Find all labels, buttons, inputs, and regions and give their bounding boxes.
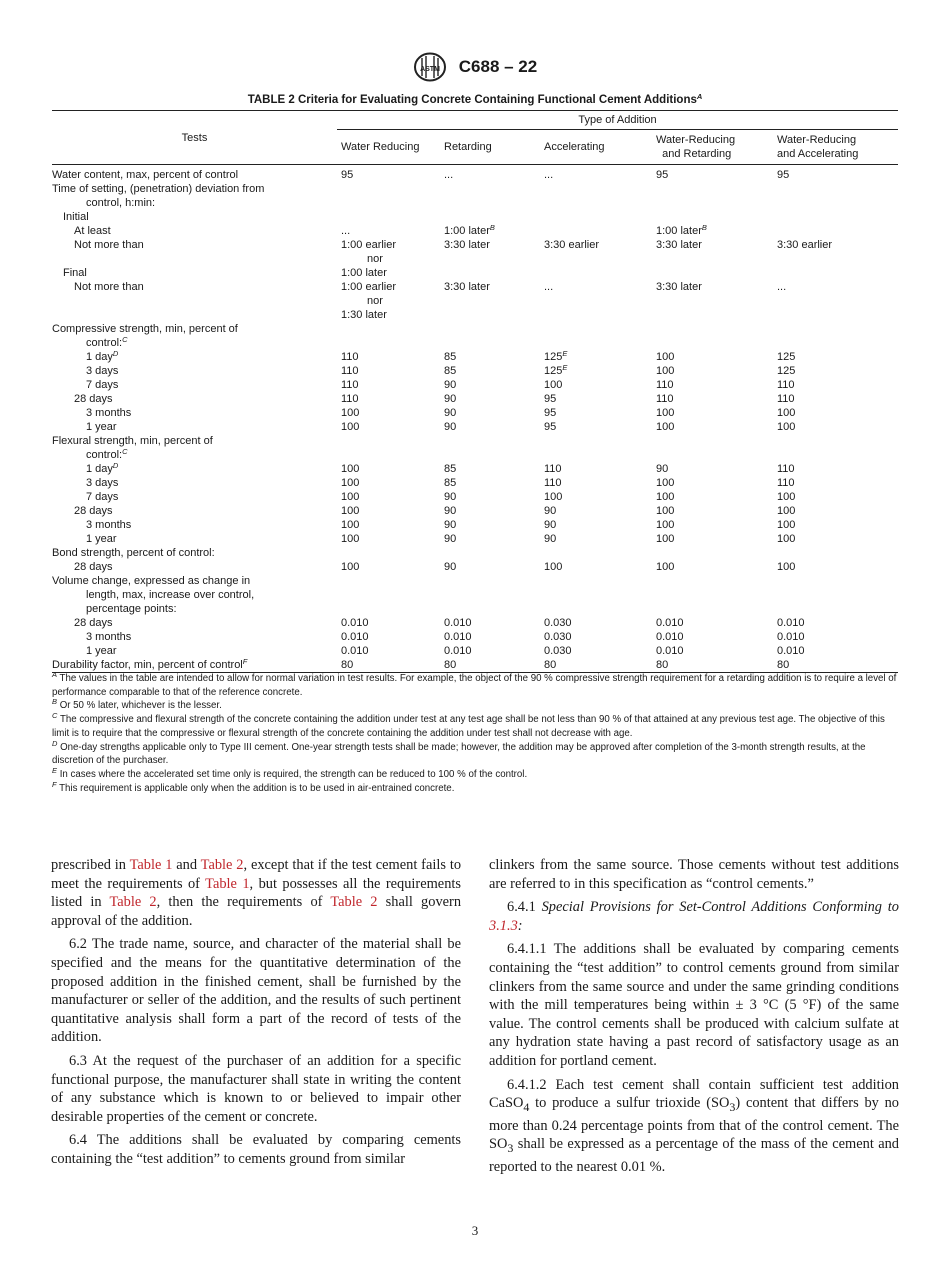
row-label: Volume change, expressed as change in length, max, increase over control, percentage points: [52,575,255,615]
table-cell [540,224,652,238]
table-cell: 1:00 later$^B$ [444,223,495,237]
type-of-addition-header: Type of Addition [337,111,898,130]
paragraph-6-4-cont: clinkers from the same source. Those cements without test additions are referred to in this specification as “control cements.” [489,857,899,892]
body-left-column [51,856,461,1174]
footnote: $^F$ This requirement is applicable only when the addition is to be used in air-entrained concrete. [52,779,455,794]
table-cell: 100 [341,491,360,503]
row-label: 7 days [86,491,119,503]
table-cell: 3:30 later [656,239,702,251]
table-cell: 0.010 [777,645,805,657]
table-cell: ... [444,169,454,181]
table-cell: 3:30 later [444,239,490,251]
table-cell: 90 [656,463,669,475]
table-cell: 80 [337,658,440,673]
table-cell: 85 [444,463,457,475]
table-cell [652,266,773,280]
table-cell: 110 [544,463,562,475]
table-cell [337,434,440,462]
table-row [52,546,898,560]
table-cell: 0.010 [777,631,805,643]
table-cell [773,546,898,560]
link-section-3-1-3[interactable]: 3.1.3 [489,917,518,934]
table-cell: 0.030 [544,617,572,629]
link-table-1[interactable]: Table 1 [205,875,250,892]
table-cell: 80 [652,658,773,673]
row-label: Bond strength, percent of control: [52,547,215,559]
paragraph-6-2: 6.2 The trade name, source, and character of the material shall be specified and the means for the quantitative determination of the proposed addition in the finished cement, shall be furnished by the manufacturer or seller of the addition, and the results of such pertinent quantitative analysis shall form a part of the record of tests of the addition. [51,936,461,1046]
table-cell: 100 [656,491,675,503]
row-label: 3 months [86,631,132,643]
table-cell [652,574,773,616]
table-cell [337,322,440,350]
table-cell: 100 [544,379,563,391]
row-label: 1 year [86,533,117,545]
table-cell: 3:30 later [656,281,702,293]
table-cell: 90 [544,519,557,531]
row-label: 3 months [86,407,132,419]
table-cell: 90 [444,519,457,531]
footnote: $^C$ The compressive and flexural strength of the concrete containing the addition under test at any test age shall be not less than 90 % of that attained at any previous test age. The objective of this limit is to require that the compressive or flexural strength of the concrete containing the addition under test shall not decrease with age. [52,711,885,739]
table-cell: 0.010 [656,631,684,643]
table-cell: 100 [656,407,675,419]
table-cell: 95 [777,169,790,181]
table-cell [773,322,898,350]
row-label: Final [63,267,87,279]
paragraph-6-3: 6.3 At the request of the purchaser of an addition for a specific functional purpose, the manufacturer shall state in writing the content of any substance which is known to or believed to impair other desirable properties of the cement or concrete. [51,1052,461,1125]
table-row [52,266,898,280]
table-cell: 110 [777,477,795,489]
row-label: 1 day$^D$ [86,349,119,363]
table-cell [337,574,440,616]
table-cell [773,210,898,224]
row-label: 28 days [74,393,113,405]
table-cell: 100 [656,351,675,363]
table-cell: 100 [341,505,360,517]
row-label: 28 days [74,505,113,517]
row-label: Water content, max, percent of control [52,169,239,181]
link-table-1[interactable]: Table 1 [129,857,173,873]
table-cell: 0.010 [656,617,684,629]
row-label: Flexural strength, min, percent of control:$^C$ [52,435,213,461]
table-cell [440,574,540,616]
table-cell [540,574,652,616]
table-cell: 0.010 [444,645,472,657]
col-header-wr-retarding: Water-Reducing and Retarding [652,130,773,165]
table-cell: 90 [444,407,457,419]
table-row [52,658,898,673]
table-row [52,532,898,546]
row-label: 28 days [74,561,113,573]
table-cell: 90 [444,421,457,433]
table-row [52,280,898,322]
footnote: $^D$ One-day strengths applicable only to Type III cement. One-year strength tests shall be made; however, the addition may be approved after completion of the 3-month strength results, at the discretion of the purchaser. [52,738,866,767]
page-header [0,52,950,82]
table-cell: 100 [656,365,675,377]
table-cell [773,574,898,616]
table-cell: 95 [341,169,354,181]
table-row [52,392,898,406]
table-cell: 100 [777,505,796,517]
table-cell: ... [544,281,554,293]
row-label: 1 year [86,645,117,657]
table-cell: 100 [341,533,360,545]
row-label: 28 days [74,617,113,629]
table-row [52,322,898,350]
astm-logo [413,52,447,82]
table-cell: 100 [777,421,796,433]
table-cell [337,546,440,560]
table-cell [652,546,773,560]
row-label: Not more than [74,239,144,251]
table-row [52,378,898,392]
table-cell: 90 [444,505,457,517]
table-row [52,504,898,518]
table-cell: 110 [777,379,795,391]
table-row [52,182,898,210]
paragraph-table-approval: prescribed in Table 1 and Table 2, except that if the test cement fails to meet the requirements of Table 1, but possesses all the requirements listed in Table 2, then the requirements of Table 2 shall govern approval of the addition. [51,857,462,929]
svg-text:ASTM: ASTM [419,66,440,73]
table-cell: 80 [773,658,898,673]
table-cell: 85 [444,365,457,377]
criteria-table [52,110,898,673]
row-label: Initial [63,211,89,223]
table-cell: $125^E$ [544,363,568,377]
table-cell: 110 [777,463,795,475]
table-cell [652,434,773,462]
paragraph-6-4: 6.4 The additions shall be evaluated by comparing cements containing the “test addition” to cements ground from similar [51,1132,461,1167]
col-header-wr-accelerating: Water-Reducing and Accelerating [773,130,898,165]
table-cell: 90 [444,533,457,545]
table-cell: 0.010 [444,617,472,629]
table-cell: 100 [656,421,675,433]
table-cell: 90 [544,505,557,517]
table-cell: 90 [444,393,457,405]
paragraph-6-4-1-1: 6.4.1.1 The additions shall be evaluated by comparing cements containing the “test addition” to control cements ground from similar clinkers from the same source and under the same grinding conditions with the mill temperatures being within ± 3 °C (5 °F) of the same value. The control cements shall be produced with calcium sulfate at any hydration state having a past record of satisfactory usage as an addition for portland cement. [489,941,899,1069]
tests-column-header: Tests [52,111,337,165]
footnote: $^B$ Or 50 % later, whichever is the lesser. [52,697,222,712]
table-cell: 100 [341,519,360,531]
page-number: 3 [471,1223,479,1238]
table-cell: 100 [656,477,675,489]
table-cell: 95 [656,169,669,181]
table-cell: 100 [777,533,796,545]
table-cell: 100 [656,505,675,517]
table-cell [440,266,540,280]
table-cell [652,210,773,224]
table-cell [652,182,773,210]
table-cell: 90 [444,491,457,503]
table-cell [337,182,440,210]
table-cell: 100 [544,491,563,503]
table-cell: ... [777,281,787,293]
table-cell: 125 [777,365,796,377]
table-cell: 100 [777,519,796,531]
table-cell: 100 [544,561,563,573]
table-cell [773,266,898,280]
table-cell: 85 [444,477,457,489]
body-right-column [489,856,899,1181]
table-cell: 95 [544,393,557,405]
link-table-2[interactable]: Table 2 [109,894,157,911]
table-cell: 3:30 later [444,281,490,293]
table-cell: 100 [656,519,675,531]
table-cell [540,434,652,462]
table-cell: 110 [341,393,359,405]
link-table-2[interactable]: Table 2 [200,857,244,873]
table-cell: 0.010 [341,645,369,657]
table-cell: 0.010 [444,631,472,643]
table-cell: 90 [444,379,457,391]
table-row [52,462,898,476]
table-row [52,574,898,616]
table-row [52,644,898,658]
table-cell: 110 [341,351,359,363]
table-cell [540,210,652,224]
row-label: 1 day$^D$ [86,461,119,475]
table-cell: 80 [540,658,652,673]
table-title: TABLE 2 Criteria for Evaluating Concrete Containing Functional Cement Additions$^A$ [247,92,703,106]
table-cell: 100 [777,407,796,419]
table-cell: 100 [777,561,796,573]
table-cell: 100 [656,561,675,573]
table-cell [652,322,773,350]
table-cell: 95 [544,421,557,433]
table-cell [337,210,440,224]
row-label: 3 months [86,519,132,531]
table-cell: 95 [544,407,557,419]
table-cell: 3:30 earlier [544,239,600,251]
table-row [52,630,898,644]
row-label: Durability factor, min, percent of control$^F$ [52,658,337,673]
table-cell: 0.030 [544,631,572,643]
table-row [52,616,898,630]
table-cell: 100 [341,463,360,475]
table-cell: 0.010 [341,631,369,643]
table-row [52,224,898,238]
table-row [52,560,898,574]
table-cell: 100 [341,421,360,433]
table-cell: 0.010 [341,617,369,629]
table-row [52,165,898,183]
table-cell: 110 [777,393,795,405]
table-cell [540,546,652,560]
table-cell [440,182,540,210]
table-cell [773,182,898,210]
row-label: Time of setting, (penetration) deviation from control, h:min: [52,183,265,209]
row-label: 3 days [86,477,119,489]
table-cell [440,546,540,560]
col-header-water-reducing: Water Reducing [337,130,440,165]
table-cell: 90 [544,533,557,545]
table-cell [540,322,652,350]
table-row [52,364,898,378]
paragraph-6-4-1-2: 6.4.1.2 Each test cement shall contain sufficient test addition CaSO$_4$ to produce a sulfur trioxide $(SO_3)$ content that differs by no more than 0.24 percentage points from that of the control cement. The $SO_3$ shall be expressed as a percentage of the mass of the cement and reported to the nearest 0.01 %. [489,1076,899,1175]
table-cell: 0.010 [656,645,684,657]
table-cell: 125 [777,351,796,363]
table-cell: 1:00 later$^B$ [656,223,707,237]
table-row [52,490,898,504]
table-cell: 1:00 earlier nor 1:30 later [341,281,397,321]
table-cell: 110 [656,393,674,405]
table-cell [773,434,898,462]
document-id: C688 – 22 [458,57,538,76]
row-label: 7 days [86,379,119,391]
table-row [52,210,898,224]
table-cell: ... [544,169,554,181]
table-cell [440,210,540,224]
col-header-accelerating: Accelerating [540,130,652,165]
table-row [52,406,898,420]
table-cell [440,322,540,350]
table-cell: 100 [656,533,675,545]
table-cell: ... [341,225,351,237]
table-row [52,518,898,532]
table-cell [773,224,898,238]
row-label: 3 days [86,365,119,377]
table-cell: 3:30 earlier [777,239,833,251]
link-table-2[interactable]: Table 2 [330,894,378,911]
table-cell [440,434,540,462]
table-cell: 85 [444,351,457,363]
table-cell [540,182,652,210]
table-row [52,238,898,266]
table-cell: 100 [341,477,360,489]
table-row [52,350,898,364]
table-cell: 100 [341,561,360,573]
table-cell: 0.030 [544,645,572,657]
row-label: Compressive strength, min, percent of control:$^C$ [52,323,238,349]
table-cell: 1:00 earlier nor [341,239,397,265]
paragraph-6-4-1: 6.4.1 Special Provisions for Set-Control Additions Conforming to 3.1.3: [489,899,899,934]
table-cell: 110 [341,365,359,377]
col-header-retarding: Retarding [440,130,540,165]
table-cell [540,266,652,280]
table-cell: 0.010 [777,617,805,629]
row-label: At least [74,225,111,237]
table-cell: 100 [341,407,360,419]
footnote: $^A$ The values in the table are intended to allow for normal variation in test results. For example, the object of the 90 % compressive strength requirement for a retarding addition is to require a level of performance comparable to that of the reference concrete. [52,670,897,698]
table-cell: 80 [440,658,540,673]
table-row [52,434,898,462]
table-cell: 110 [656,379,674,391]
table-cell: 90 [444,561,457,573]
table-cell: 110 [544,477,562,489]
table-cell: $125^E$ [544,349,568,363]
row-label: 1 year [86,421,117,433]
table-row [52,476,898,490]
row-label: Not more than [74,281,144,293]
footnote: $^E$ In cases where the accelerated set time only is required, the strength can be reduced to 100 % of the control. [52,765,528,780]
table-footnotes [52,672,900,795]
table-cell: 110 [341,379,359,391]
table-cell: 100 [777,491,796,503]
table-row [52,420,898,434]
table-cell: 1:00 later [341,267,387,279]
